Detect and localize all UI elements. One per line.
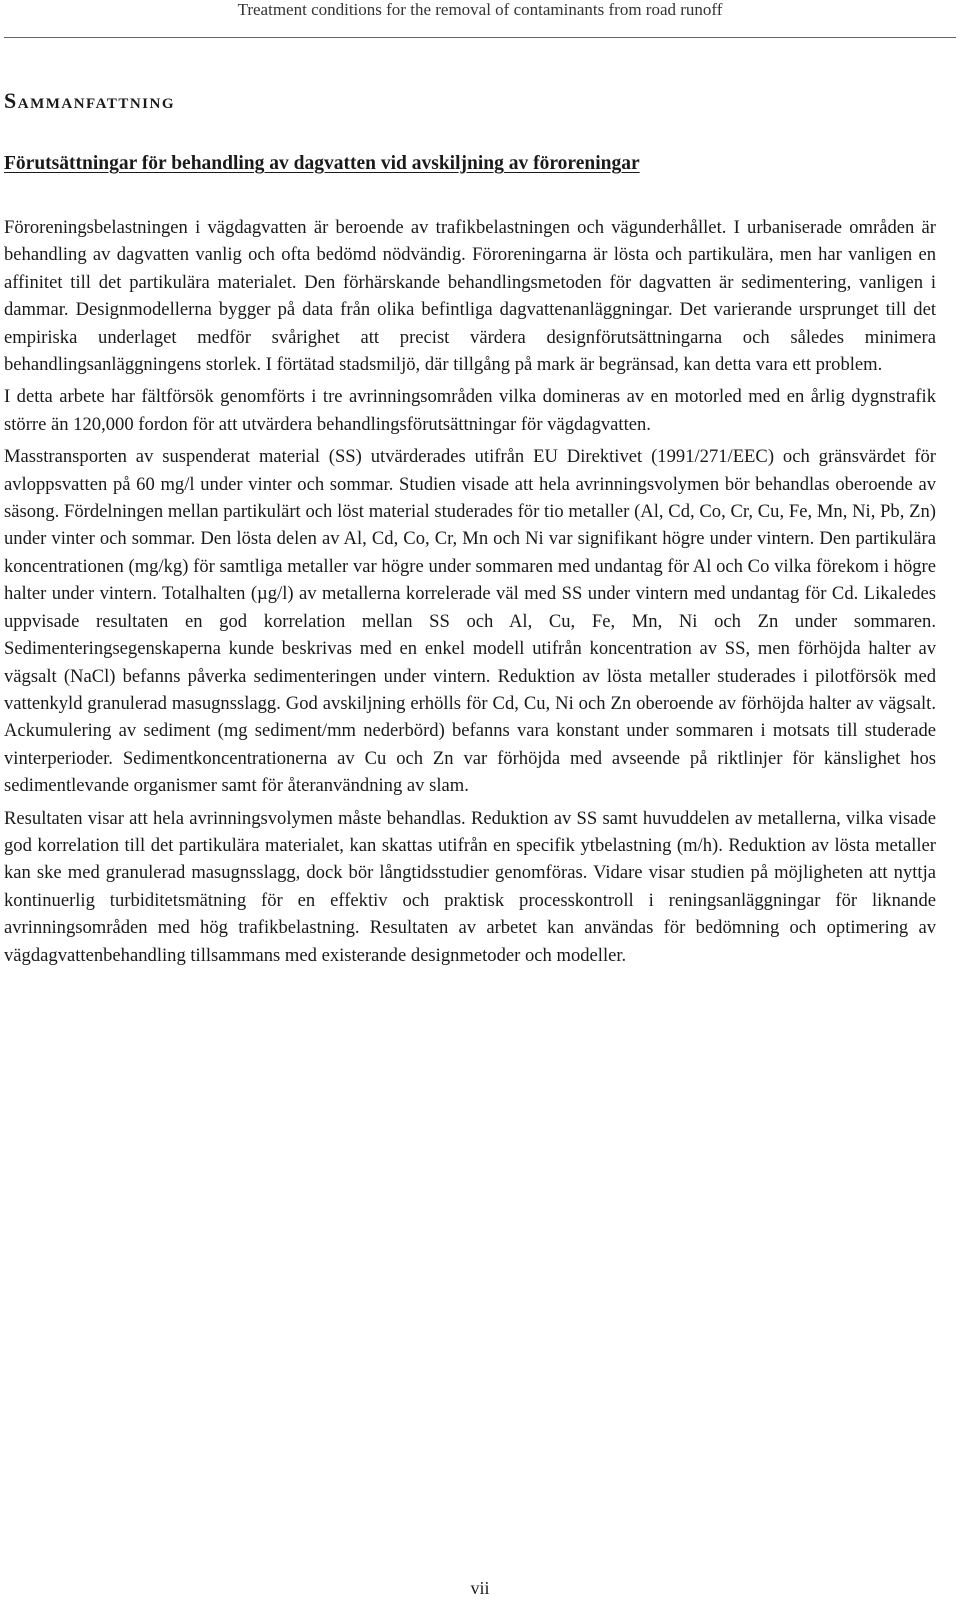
page-number: vii [470,1578,490,1598]
section-title: Sammanfattning [4,88,175,113]
page-content [4,86,936,969]
running-header: Treatment conditions for the removal of contaminants from road runoff [237,0,723,19]
paragraph-3: Masstransporten av suspenderat material (SS) utvärderades utifrån EU Direktivet (1991/271/EEC) och gränsvärdet för avloppsvatten på 60 mg/l under vinter och sommar. Studien visade att hela avrinningsvolymen bör behandlas oberoende av säsong. Fördelningen mellan partikulärt och löst material studerades för tio metaller (Al, Cd, Co, Cr, Cu, Fe, Mn, Ni, Pb, Zn) under vinter och sommar. Den lösta delen av Al, Cd, Co, Cr, Mn och Ni var signifikant högre under vintern. Den partikulära koncentrationen (mg/kg) för samtliga metaller var högre under sommaren med undantag för Al och Co vilka förekom i högre halter under vintern. Totalhalten (µg/l) av metallerna korrelerade väl med SS under vintern med undantag för Cd. Likaledes uppvisade resultaten en god korrelation mellan SS och Al, Cu, Fe, Mn, Ni och Zn under sommaren. Sedimenteringsegenskaperna kunde beskrivas med en enkel modell utifrån koncentration av SS, men förhöjda halter av vägsalt (NaCl) befanns påverka sedimenteringen under vintern. Reduktion av lösta metaller studerades i pilotförsök med vattenkyld granulerad masugnsslagg. God avskiljning erhölls för Cd, Cu, Ni och Zn oberoende av förhöjda halter av vägsalt. Ackumulering av sediment (mg sediment/mm nederbörd) befanns vara konstant under sommaren i motsats till studerade vinterperioder. Sedimentkoncentrationerna av Cu och Zn var förhöjda med avseende på riktlinjer för känslighet hos sedimentlevande organismer samt för återanvändning av slam. [4,446,936,797]
header-rule [4,37,956,38]
paragraph-1: Föroreningsbelastningen i vägdagvatten är beroende av trafikbelastningen och vägunderhållet. I urbaniserade områden är behandling av dagvatten vanlig och ofta bedömd nödvändig. Föroreningarna är lösta och partikulära, men har vanligen en affinitet till det partikulära materialet. Den förhärskande behandlingsmetoden för dagvatten är sedimentering, vanligen i dammar. Designmodellerna bygger på data från olika befintliga dagvattenanläggningar. Det varierande ursprunget till det empiriska underlaget medför svårighet att precist värdera designförutsättningarna och således minimera behandlingsanläggningens storlek. I förtätad stadsmiljö, där tillgång på mark är begränsad, kan detta vara ett problem. [4,217,936,376]
section-subtitle: Förutsättningar för behandling av dagvatten vid avskiljning av föroreningar [4,153,640,174]
paragraph-4: Resultaten visar att hela avrinningsvolymen måste behandlas. Reduktion av SS samt huvuddelen av metallerna, vilka visade god korrelation till det partikulära materialet, kan skattas utifrån en specifik ytbelastning (m/h). Reduktion av lösta metaller kan ske med granulerad masugnsslagg, dock bör långtidsstudier genomföras. Vidare visar studien på möjligheten att nyttja kontinuerlig turbiditetsmätning för en effektiv och praktisk processkontroll i reningsanläggningar för liknande avrinningsområden med hög trafikbelastning. Resultaten av arbetet kan användas för bedömning och optimering av vägdagvattenbehandling tillsammans med existerande designmetoder och modeller. [4,807,936,966]
paragraph-2: I detta arbete har fältförsök genomförts i tre avrinningsområden vilka domineras av en motorled med en årlig dygnstrafik större än 120,000 fordon för att utvärdera behandlingsförutsättningar för vägdagvatten. [4,386,936,435]
